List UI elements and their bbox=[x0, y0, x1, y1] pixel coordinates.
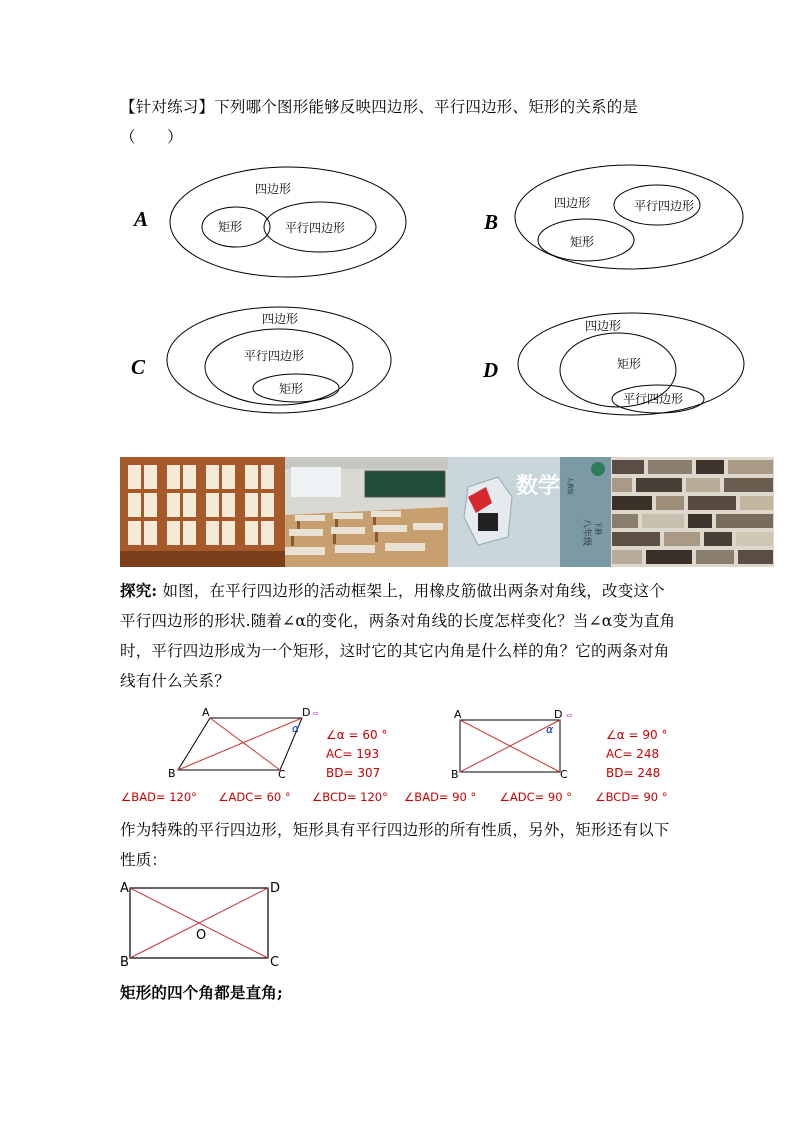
angle-adc: ∠ADC= 90 ° bbox=[499, 790, 572, 804]
angle-bad: ∠BAD= 120° bbox=[121, 790, 197, 804]
exercise-heading bbox=[120, 92, 700, 152]
vertex-a: A bbox=[202, 706, 210, 719]
vertex-a: A bbox=[454, 708, 462, 721]
rectangle-figure bbox=[448, 706, 598, 784]
explore-label: 探究: bbox=[120, 581, 158, 600]
figure1-angles bbox=[121, 790, 388, 804]
measure-alpha: ∠α = 90 ° bbox=[606, 728, 668, 742]
vertex-a: A bbox=[120, 881, 129, 896]
angle-bad: ∠BAD= 90 ° bbox=[404, 790, 477, 804]
angle-bcd: ∠BCD= 90 ° bbox=[595, 790, 668, 804]
exercise-question: 【针对练习】下列哪个图形能够反映四边形、平行四边形、矩形的关系的是 bbox=[120, 98, 639, 116]
option-b-diagram bbox=[512, 162, 748, 274]
label-quadrilateral: 四边形 bbox=[262, 312, 299, 326]
label-rectangle: 矩形 bbox=[570, 235, 595, 249]
vertex-b: B bbox=[168, 767, 176, 780]
label-rectangle: 矩形 bbox=[279, 382, 304, 396]
vertex-b: B bbox=[451, 768, 459, 781]
answer-blank: （ ） bbox=[120, 128, 183, 146]
tile-wall-photo bbox=[611, 457, 774, 567]
label-parallelogram: 平行四边形 bbox=[634, 199, 695, 213]
measure-ac: AC= 193 bbox=[326, 747, 380, 761]
wooden-window-photo bbox=[120, 457, 285, 567]
label-rectangle: 矩形 bbox=[218, 220, 243, 234]
option-d-diagram bbox=[515, 310, 747, 418]
textbook-volume: 下册 bbox=[594, 521, 602, 535]
textbook-title: 数学 bbox=[516, 474, 561, 499]
angle-adc: ∠ADC= 60 ° bbox=[218, 790, 291, 804]
property-intro: 作为特殊的平行四边形，矩形具有平行四边形的所有性质，另外，矩形还有以下性质： bbox=[120, 821, 670, 869]
figure2-angles bbox=[404, 790, 668, 804]
classroom-photo bbox=[285, 457, 448, 567]
explore-text: 如图，在平行四边形的活动框架上，用橡皮筋做出两条对角线，改变这个平行四边形的形状.随着∠α的变化，两条对角线的长度怎样变化？当∠α变为直角时，平行四边形成为一个矩形，这时它的其它内角是什么样的角？它的两条对角线有什么关系？ bbox=[120, 582, 676, 690]
label-quadrilateral: 四边形 bbox=[554, 196, 591, 210]
figure2-measures bbox=[606, 726, 667, 783]
vertex-b: B bbox=[120, 955, 129, 970]
drag-handle-icon: ⇔ bbox=[566, 711, 573, 720]
label-rectangle: 矩形 bbox=[617, 357, 642, 371]
diagonal-ac bbox=[210, 718, 280, 770]
alpha-label: α bbox=[292, 722, 300, 735]
alpha-label: α bbox=[546, 723, 554, 736]
vertex-d: D bbox=[270, 881, 281, 896]
textbook-grade: 八年级 bbox=[581, 519, 591, 547]
measure-ac: AC= 248 bbox=[606, 747, 660, 761]
vertex-c: C bbox=[560, 768, 568, 781]
option-b-letter: B bbox=[484, 210, 499, 234]
option-a-letter: A bbox=[134, 207, 149, 231]
label-quadrilateral: 四边形 bbox=[585, 319, 622, 333]
math-textbook-photo bbox=[448, 457, 611, 567]
drag-handle-icon: ⇔ bbox=[312, 709, 319, 718]
label-quadrilateral: 四边形 bbox=[255, 182, 292, 196]
explore-paragraph bbox=[120, 576, 680, 696]
option-d-letter: D bbox=[483, 358, 499, 382]
label-parallelogram: 平行四边形 bbox=[244, 349, 305, 363]
option-c-letter: C bbox=[131, 355, 146, 379]
measure-alpha: ∠α = 60 ° bbox=[326, 728, 388, 742]
vertex-d: D bbox=[554, 708, 563, 721]
measure-bd: BD= 307 bbox=[326, 766, 381, 780]
label-parallelogram: 平行四边形 bbox=[285, 221, 346, 235]
measure-bd: BD= 248 bbox=[606, 766, 661, 780]
angle-bcd: ∠BCD= 120° bbox=[311, 790, 388, 804]
option-a-diagram bbox=[168, 165, 408, 280]
figure1-measures bbox=[326, 726, 387, 783]
label-parallelogram: 平行四边形 bbox=[623, 392, 684, 406]
textbook-edition: 人教版 bbox=[566, 477, 573, 496]
vertex-c: C bbox=[270, 955, 280, 970]
vertex-c: C bbox=[278, 768, 286, 781]
vertex-d: D bbox=[302, 706, 311, 719]
center-o: O bbox=[196, 928, 207, 943]
property-1: 矩形的四个角都是直角; bbox=[120, 983, 283, 1002]
rectangle-o-figure bbox=[116, 878, 291, 970]
option-c-diagram bbox=[164, 305, 394, 417]
